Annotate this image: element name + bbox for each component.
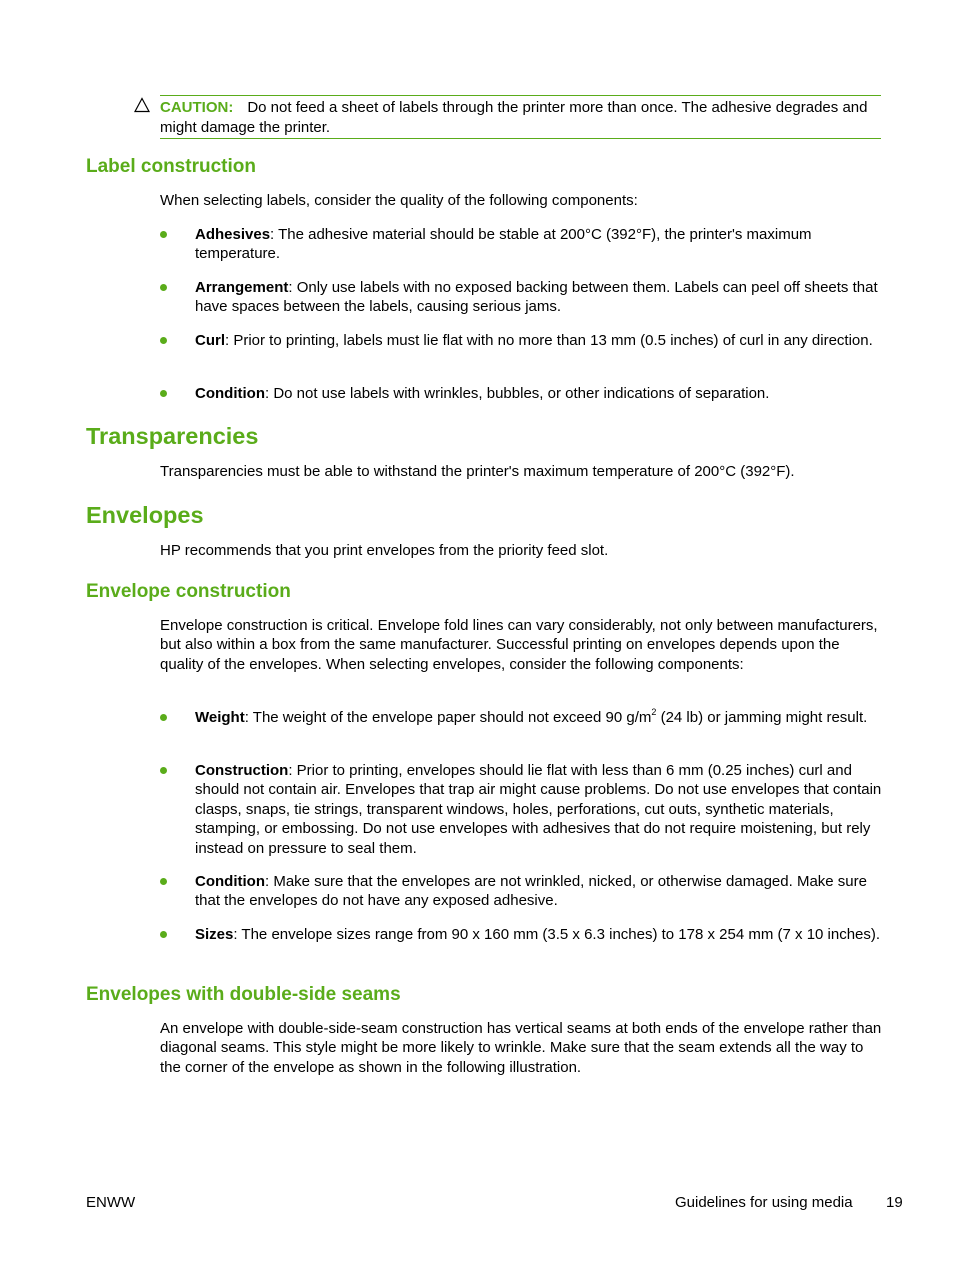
bullet-term: Construction (195, 762, 289, 779)
envelopes-text: HP recommends that you print envelopes from the priority feed slot. (160, 542, 609, 559)
bullet-term: Condition (195, 385, 265, 402)
bullet-dot-icon (160, 231, 167, 238)
caution-note (160, 95, 881, 139)
list-item (160, 331, 884, 350)
bullet-dot-icon (160, 390, 167, 397)
caution-text: Do not feed a sheet of labels through the printer more than once. The adhesive degrades and might damage the printer. (160, 99, 868, 136)
bullet-term: Condition (195, 873, 265, 890)
bullet-dot-icon (160, 878, 167, 885)
bullet-term: Curl (195, 332, 225, 349)
superscript: 2 (651, 707, 657, 717)
list-item (160, 761, 884, 858)
bullet-dot-icon (160, 337, 167, 344)
bullet-term: Sizes (195, 926, 234, 943)
double-side-seams-heading: Envelopes with double-side seams (86, 984, 401, 1005)
envelope-construction-intro: Envelope construction is critical. Envelope fold lines can vary considerably, not only between manufacturers, but also within a box from the same manufacturer. Successful printing on envelopes depends upon the quality of the envelopes. When selecting envelopes, consider the following components: (160, 617, 878, 673)
bullet-dot-icon (160, 284, 167, 291)
list-item (160, 225, 884, 264)
bullet-dot-icon (160, 767, 167, 774)
list-item (160, 384, 884, 403)
transparencies-heading: Transparencies (86, 423, 259, 449)
list-item (160, 278, 884, 317)
bullet-text: : The adhesive material should be stable at 200°C (392°F), the printer's maximum temperature. (195, 226, 812, 263)
bullet-term: Arrangement (195, 279, 289, 296)
label-construction-heading: Label construction (86, 156, 256, 177)
bullet-text: : Only use labels with no exposed backing between them. Labels can peel off sheets that have spaces between the labels, causing serious jams. (195, 279, 878, 316)
list-item (160, 925, 884, 944)
label-construction-intro: When selecting labels, consider the quality of the following components: (160, 192, 638, 209)
caution-triangle-icon (134, 97, 150, 113)
bullet-text: : The envelope sizes range from 90 x 160 mm (3.5 x 6.3 inches) to 178 x 254 mm (7 x 10 inches). (233, 926, 881, 943)
bullet-text: : Do not use labels with wrinkles, bubbles, or other indications of separation. (264, 385, 770, 402)
caution-label: CAUTION: (160, 99, 234, 116)
list-item (160, 872, 884, 911)
envelopes-heading: Envelopes (86, 502, 204, 528)
footer-section-title: Guidelines for using media (675, 1194, 853, 1211)
bullet-term: Weight (195, 709, 245, 726)
footer-left: ENWW (86, 1194, 136, 1211)
envelope-construction-heading: Envelope construction (86, 581, 291, 602)
page-number: 19 (886, 1194, 903, 1211)
bullet-text: : Prior to printing, labels must lie flat with no more than 13 mm (0.5 inches) of curl in any direction. (225, 332, 873, 349)
bullet-text-continued: (24 lb) or jamming might result. (656, 709, 868, 726)
double-side-seams-text: An envelope with double-side-seam construction has vertical seams at both ends of the envelope rather than diagonal seams. This style might be more likely to wrinkle. Make sure that the seam extends all the way to the corner of the envelope as shown in the following illustration. (160, 1020, 882, 1076)
transparencies-text: Transparencies must be able to withstand the printer's maximum temperature of 200°C (392°F). (160, 463, 795, 480)
bullet-term: Adhesives (195, 226, 271, 243)
bullet-text: : Prior to printing, envelopes should lie flat with less than 6 mm (0.25 inches) curl and should not contain air. Envelopes that trap air might cause problems. Do not use envelopes that contain clasps, snaps, tie strings, transparent windows, holes, perforations, cut outs, synthetic materials, stamping, or embossing. Do not use envelopes with adhesives that do not require moistening, but rely instead on pressure to seal them. (195, 762, 882, 857)
bullet-dot-icon (160, 714, 167, 721)
bullet-text: : Make sure that the envelopes are not wrinkled, nicked, or otherwise damaged. Make sure that the envelopes do not have any exposed adhesive. (195, 873, 867, 910)
list-item (160, 708, 884, 727)
bullet-dot-icon (160, 931, 167, 938)
bullet-text: : The weight of the envelope paper should not exceed 90 g/m (244, 709, 652, 726)
